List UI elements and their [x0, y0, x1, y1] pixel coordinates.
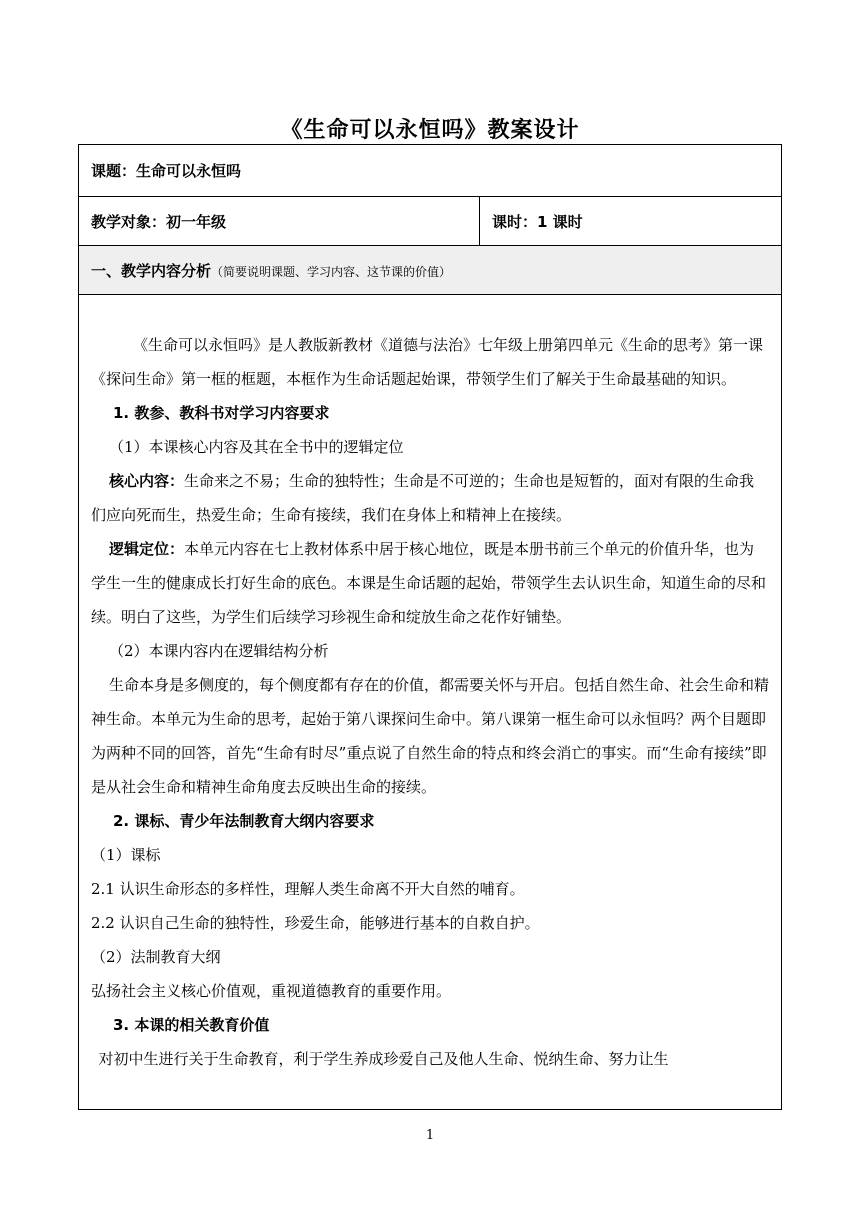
- hours-label: 课时：: [492, 212, 538, 231]
- section-header-cell: [79, 246, 782, 295]
- target-label: 教学对象：: [91, 212, 167, 231]
- logic-label: 逻辑定位：: [109, 540, 185, 558]
- document-title: 《生命可以永恒吗》教案设计: [280, 118, 580, 143]
- content-row: [79, 295, 782, 1110]
- standards-title: （1）课标: [91, 846, 161, 864]
- law-outline-text: 弘扬社会主义核心价值观，重视道德教育的重要作用。: [91, 982, 452, 1000]
- subject-cell: [79, 145, 782, 197]
- core-label: 核心内容：: [109, 472, 185, 490]
- subheading-core: （1）本课核心内容及其在全书中的逻辑定位: [109, 438, 404, 456]
- target-cell: [79, 197, 480, 246]
- hours-value: 1 课时: [537, 212, 583, 231]
- logic-paragraph: [91, 532, 769, 634]
- section-heading: 一、教学内容分析: [91, 261, 212, 280]
- standard-item-1: 2.1 认识生命形态的多样性，理解人类生命离不开大自然的哺育。: [91, 880, 525, 898]
- target-row: [79, 197, 782, 246]
- subject-label: 课题：: [91, 162, 137, 180]
- core-text: 生命来之不易；生命的独特性；生命是不可逆的；生命也是短暂的，面对有限的生命我们应向死而生，热爱生命；生命有接续，我们在身体上和精神上在接续。: [91, 472, 755, 524]
- heading-value: 3. 本课的相关教育价值: [113, 1016, 270, 1034]
- heading-standards: 2. 课标、青少年法制教育大纲内容要求: [113, 812, 375, 830]
- intro-paragraph: 《生命可以永恒吗》是人教版新教材《道德与法治》七年级上册第四单元《生命的思考》第一课《探问生命》第一框的框题，本框作为生命话题起始课，带领学生们了解关于生命最基础的知识。: [91, 336, 764, 388]
- heading-requirements: 1. 教参、教科书对学习内容要求: [113, 404, 330, 422]
- law-outline-title: （2）法制教育大纲: [91, 948, 221, 966]
- analysis-paragraph: 生命本身是多侧度的，每个侧度都有存在的价值，都需要关怀与开启。包括自然生命、社会生命和精神生命。本单元为生命的思考，起始于第八课探问生命中。第八课第一框生命可以永恒吗？两个目题即为两种不同的回答，首先“生命有时尽”重点说了自然生命的特点和终会消亡的事实。而“生命有接续”即是从社会生命和精神生命角度去反映出生命的接续。: [91, 676, 770, 796]
- section-note: （简要说明课题、学习内容、这节课的价值）: [211, 264, 452, 279]
- subheading-structure: （2）本课内容内在逻辑结构分析: [109, 642, 329, 660]
- section-header-row: [79, 246, 782, 295]
- core-paragraph: [91, 464, 769, 532]
- hours-cell: [480, 197, 782, 246]
- value-paragraph: 对初中生进行关于生命教育，利于学生养成珍爱自己及他人生命、悦纳生命、努力让生: [98, 1050, 669, 1068]
- lesson-plan-table: [78, 144, 782, 1110]
- subject-row: [79, 145, 782, 197]
- content-cell: [79, 295, 782, 1110]
- target-value: 初一年级: [166, 212, 227, 231]
- page-number: 1: [425, 1128, 435, 1143]
- logic-text: 本单元内容在七上教材体系中居于核心地位，既是本册书前三个单元的价值升华，也为学生一生的健康成长打好生命的底色。本课是生命话题的起始，带领学生去认识生命，知道生命的尽和续。明白了这些，为学生们后续学习珍视生命和绽放生命之花作好铺垫。: [91, 540, 767, 626]
- standard-item-2: 2.2 认识自己生命的独特性，珍爱生命，能够进行基本的自救自护。: [91, 914, 540, 932]
- subject-value: 生命可以永恒吗: [136, 162, 242, 180]
